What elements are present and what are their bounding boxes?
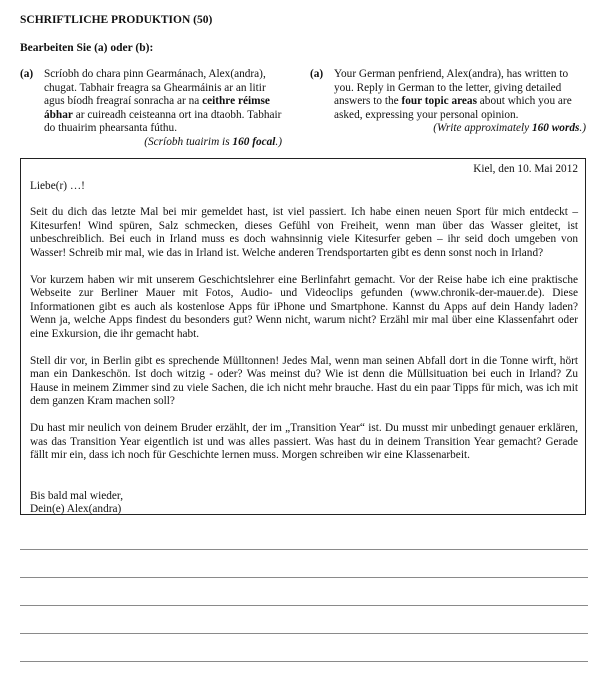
- option-a-marker: (a): [20, 68, 34, 80]
- option-a-irish: [20, 68, 282, 150]
- answer-line[interactable]: [20, 577, 588, 578]
- letter-paragraph-3: Stell dir vor, in Berlin gibt es sprechende Mülltonnen! Jedes Mal, wenn man seinen Abfall dort in die Tonne wirft, hört man ein Dankeschön. Ist doch witzig - oder? Was meinst du? Wie ist denn die Müllsituation bei euch in Irland? Zu Hause in meinem Zimmer sind zu viele Sachen, die ich nicht mehr brauche. Hast du ein paar Tipps für mich, was ich mit dem ganzen Kram machen soll?: [30, 354, 578, 408]
- letter-date: Kiel, den 10. Mai 2012: [473, 163, 578, 175]
- section-title: SCHRIFTLICHE PRODUKTION (50): [20, 14, 213, 26]
- answer-line[interactable]: [20, 549, 588, 550]
- letter-closing: Bis bald mal wieder,: [30, 489, 124, 502]
- letter-paragraph-4: Du hast mir neulich von deinem Bruder erzählt, der im „Transition Year“ ist. Du musst mir unbedingt genauer erklären, was das Transition Year eigentlich ist und was alles passiert. Was hast du in deinem Transition Year gemacht? Gerade fällt mir ein, dass ich noch für Geschichte lernen muss. Morgen schreiben wir eine Klassenarbeit.: [30, 421, 578, 462]
- letter-box: [20, 158, 586, 515]
- option-b-english: [310, 68, 586, 136]
- letter-paragraph-2: Vor kurzem haben wir mit unserem Geschichtslehrer eine Berlinfahrt gemacht. Vor der Reise habe ich eine praktische Webseite zur Berliner Mauer mit Fotos, Audio- und Videoclips gefunden (www.chronik-der-mauer.de). Diese Informationen gibt es auch als kostenlose Apps für iPhone und Smartphone. Kannst du Apps auf dein Handy laden? Wenn ja, welche Apps findest du besonders gut? Wenn nicht, warum nicht? Erzähl mir mal über eine Klassenfahrt oder eine Exkursion, die ihr gemacht habt.: [30, 273, 578, 340]
- option-a-text: Scríobh do chara pinn Gearmánach, Alex(andra), chugat. Tabhair freagra sa Ghearmáinis ar an litir agus bíodh freagraí sonracha ar na ceithre réimse ábhar ar cuireadh ceisteanna ort ina dtaobh. Tabhair do thuairim phearsanta fúthu. (Scríobh tuairim is 160 focal.): [44, 68, 282, 148]
- letter-signature: Dein(e) Alex(andra): [30, 503, 122, 516]
- option-b-marker: (a): [310, 68, 324, 80]
- answer-line[interactable]: [20, 605, 588, 606]
- instruction: Bearbeiten Sie (a) oder (b):: [20, 42, 154, 54]
- answer-lines[interactable]: [20, 549, 588, 689]
- option-b-word-count: (Write approximately 160 words.): [433, 122, 586, 135]
- answer-line[interactable]: [20, 661, 588, 662]
- letter-paragraph-1: Seit du dich das letzte Mal bei mir gemeldet hast, ist viel passiert. Ich habe einen neuen Sport für mich entdeckt – Kitesurfen! Wind spüren, Salz schmecken, dieses Gefühl von Freiheit, wenn man über das Wasser gleitet, ist unbeschreiblich. Bei euch in Irland muss es doch wahnsinnig viele Kitesurfer geben – ihr seid doch umgeben von Wasser! Schreib mir mal, wie das in Irland ist. Welche anderen Trendsportarten gibt es denn sonst noch in Irland?: [30, 206, 578, 259]
- option-b-text: Your German penfriend, Alex(andra), has written to you. Reply in German to the letter, giving detailed answers to the four topic areas about which you are asked, expressing your personal opinion. (Write approximately 160 words.): [334, 68, 586, 135]
- letter-greeting: Liebe(r) …!: [30, 179, 85, 192]
- option-a-word-count: (Scríobh tuairim is 160 focal.): [144, 135, 282, 148]
- answer-line[interactable]: [20, 633, 588, 634]
